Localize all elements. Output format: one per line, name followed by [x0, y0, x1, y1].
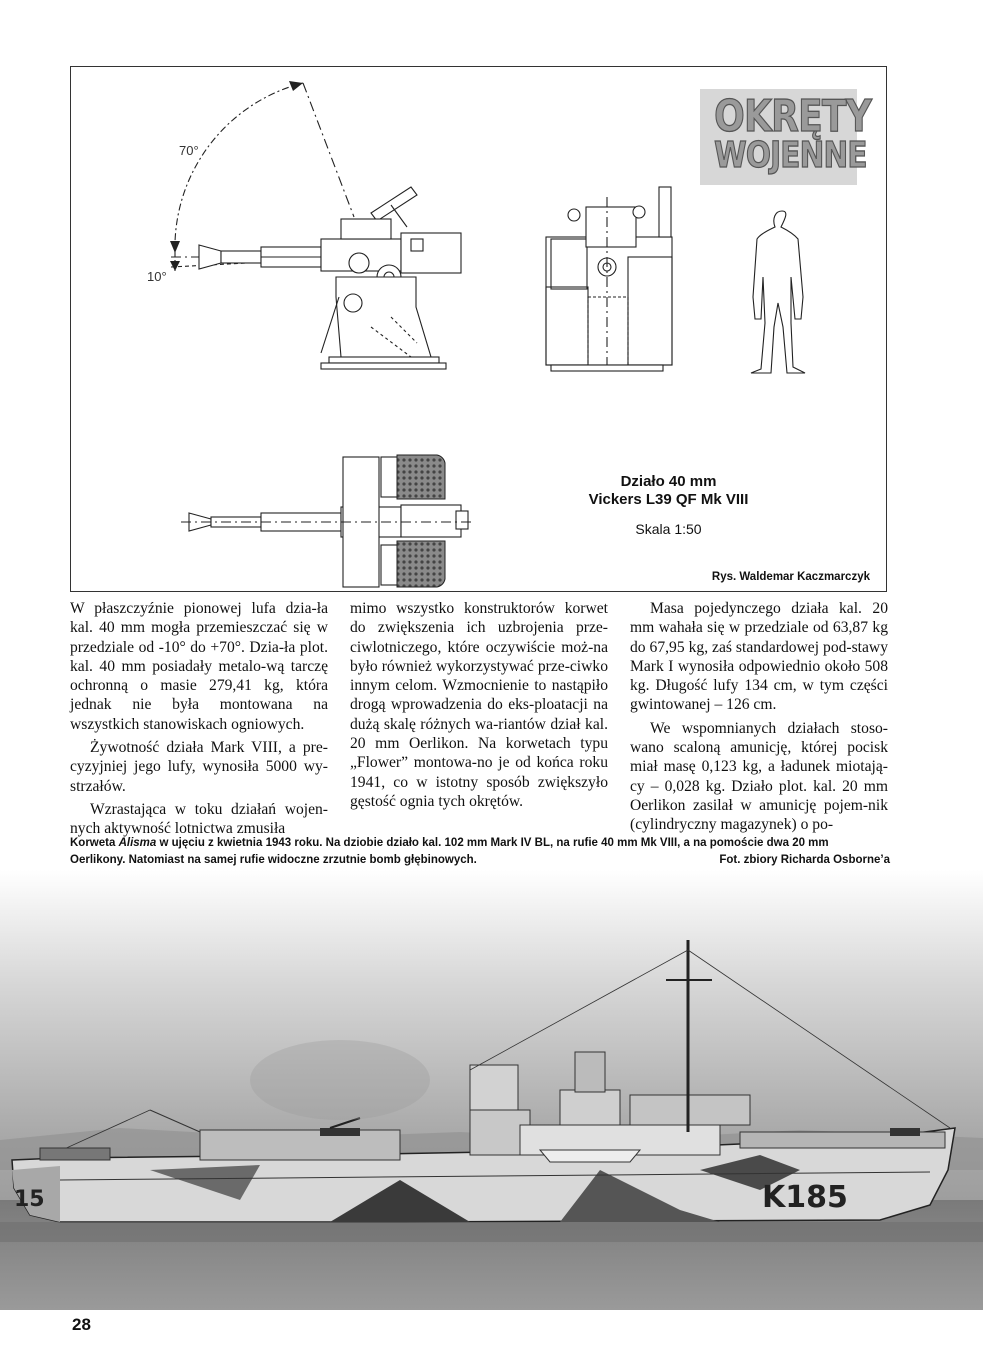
- hull-number: K185: [762, 1180, 848, 1215]
- caption-line-2: [70, 852, 890, 869]
- photo-caption: [70, 835, 890, 869]
- caption-line-1-rest: w ujęciu z kwietnia 1943 roku. Na dziobie działo kal. 102 mm Mark IV BL, na rufie 40 mm Mk VIII, a na pomoście dwa 20 mm: [156, 837, 829, 849]
- paragraph: Wzrastająca w toku działań wojen-nych aktywność lotnictwa zmusiła: [70, 800, 328, 838]
- paragraph: Masa pojedynczego działa kal. 20 mm wahała się w przedziale od 63,87 kg do 67,95 kg, zaś standardowej pod-stawy Mark I wynosiła odpowiednio około 508 kg. Długość lufy 134 cm, w tym części gwintowanej – 126 cm.: [630, 600, 888, 714]
- logo-line-1: OKRĘTY: [714, 91, 872, 142]
- paragraph: We wspomnianych działach stoso-wano scaloną amunicję, której pocisk miał masę 0,123 kg, a ładunek miotają-cy – 0,028 kg. Działo plot. kal. 20 mm Oerlikon zasilał w amunicję pojem-nik (cylindryczny magazynek) o po-: [630, 719, 888, 834]
- paragraph: mimo wszystko konstruktorów korwet do zwiększenia ich uzbrojenia prze-ciwlotniczego, które oczywiście moż-na było również wykorzystywać prze-ciwko innym celom. Wzmocnienie to nastąpiło drogą wprowadzenia do eks-ploatacji na dużą skalę różnych wa-riantów dział kal. 20 mm Oerlikon. Na korwetach typu „Flower” montowa-no je od końca roku 1941, co w istotny sposób zwiększyło gęstość ognia tych okrętów.: [350, 600, 608, 810]
- caption-line-2-text: Oerlikony. Natomiast na samej rufie widoczne zrzutnie bomb głębinowych.: [70, 854, 477, 866]
- figure-title-line-1: Działo 40 mm: [620, 473, 717, 490]
- angle-label-10: 10°: [147, 269, 167, 284]
- logo-line-2: WOJENNE: [714, 135, 867, 176]
- text-column-1: [70, 599, 328, 839]
- figure-title-line-2: Vickers L39 QF Mk VIII: [588, 491, 749, 508]
- figure-scale: Skala 1:50: [635, 521, 702, 537]
- corvette-photo: [0, 870, 983, 1310]
- paragraph: W płaszczyźnie pionowej lufa dzia-ła kal. 40 mm mogła przemieszczać się w przedziale od -10° do +70°. Dzia-ła plot. kal. 40 mm posiadały metalo-wą tarczę ochronną o masie 279,41 kg, która jednak nie była montowana na wszystkich stanowiskach ogniowych.: [70, 600, 328, 733]
- figure-credit: Rys. Waldemar Kaczmarczyk: [711, 571, 870, 583]
- angle-label-70: 70°: [179, 143, 199, 158]
- okrety-wojenne-logo: [700, 89, 872, 185]
- photo-credit: Fot. zbiory Richarda Osborne’a: [719, 854, 890, 866]
- ship-name: Alisma: [118, 837, 157, 849]
- paragraph: Żywotność działa Mark VIII, a pre-cyzyjniej jego lufy, wynosiła 5000 wy-strzałów.: [70, 739, 328, 795]
- stern-number: 15: [14, 1187, 45, 1212]
- text-column-3: [630, 599, 888, 835]
- technical-drawing-figure: [70, 66, 887, 592]
- caption-line-1: [70, 835, 890, 852]
- corvette-photo-image: [0, 870, 983, 1310]
- text-column-2: [350, 599, 608, 811]
- page-number: 28: [72, 1315, 91, 1334]
- caption-prefix: Korweta: [70, 837, 119, 849]
